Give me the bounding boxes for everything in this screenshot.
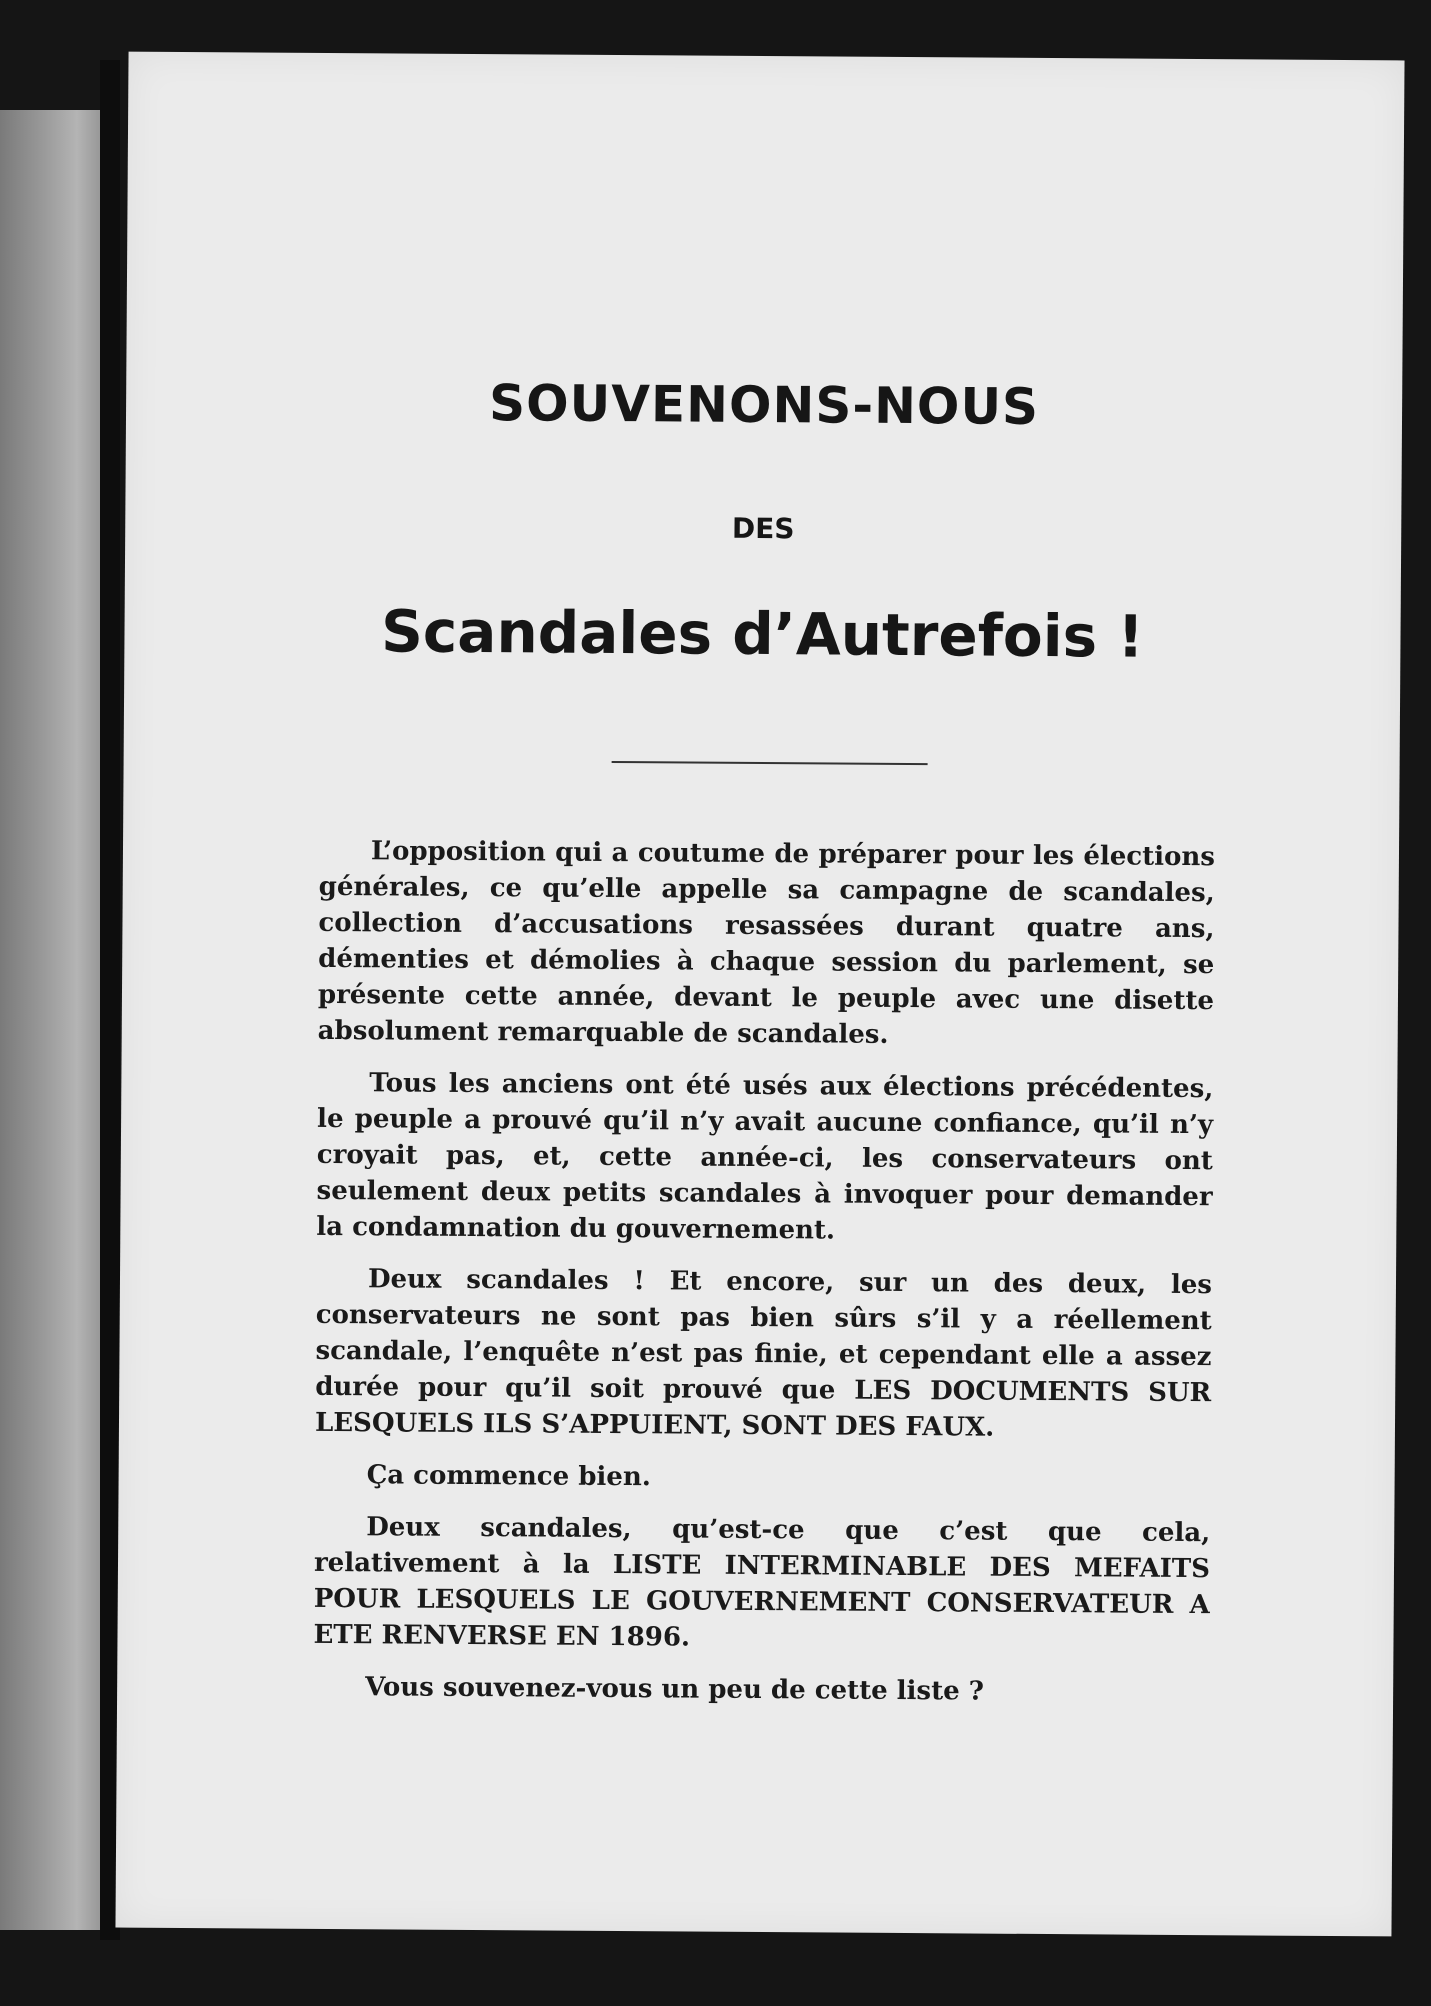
- divider-rule: [612, 761, 928, 765]
- paragraph-2: Tous les anciens ont été usés aux élections précédentes, le peuple a prouvé qu’il n’y avait aucune confiance, qu’il n’y croyait pas, et, cette année-ci, les conservateurs ont seulement deux petits scandales à invoquer pour demander la condamnation du gouvernement.: [316, 1068, 1214, 1246]
- paragraph-3: Deux scandales ! Et encore, sur un des deux, les conservateurs ne sont pas bien sûrs s’il y a réellement scandale, l’enquête n’est pas finie, et cependant elle a assez durée pour qu’il soit prouvé que LES DOCUMENTS SUR LESQUELS ILS S’APPUIENT, SONT DES FAUX.: [314, 1264, 1213, 1443]
- paragraph-5: Deux scandales, qu’est-ce que c’est que cela, relativement à la LISTE INTERMINABLE DES MEFAITS POUR LESQUELS LE GOUVERNEMENT CONSERVATEUR A ETE RENVERSE EN 1896.: [313, 1512, 1211, 1653]
- document-subtitle: Scandales d’Autrefois !: [380, 597, 1145, 671]
- body-text: [313, 833, 1215, 1727]
- paragraph-1: L’opposition qui a coutume de préparer pour les élections générales, ce qu’elle appelle sa campagne de scandales, collection d’accusations resassées durant quatre ans, démenties et démolies à chaque session du parlement, se présente cette année, devant le peuple avec une disette absolument remarquable de scandales.: [317, 836, 1216, 1050]
- document-title: SOUVENONS-NOUS: [488, 374, 1040, 436]
- title-connector: DES: [731, 511, 795, 546]
- document-page: [115, 52, 1404, 1937]
- paragraph-4: Ça commence bien.: [366, 1460, 651, 1493]
- binding-edge: [0, 110, 110, 1930]
- paragraph-6: Vous souvenez-vous un peu de cette liste ?: [365, 1672, 985, 1707]
